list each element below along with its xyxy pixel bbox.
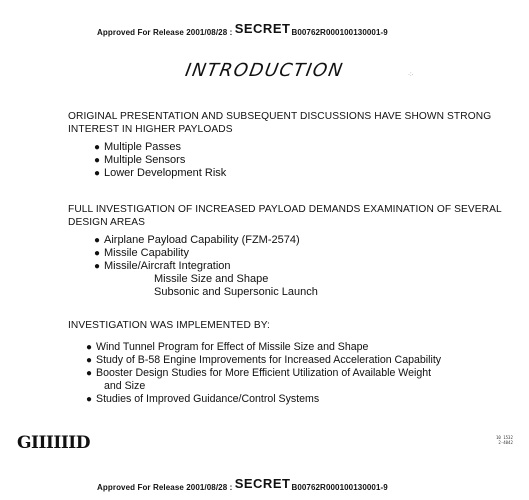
section-3-bullets <box>86 341 441 406</box>
list-item-continuation: and Size <box>104 380 146 392</box>
section-1-bullets <box>94 141 226 180</box>
list-item: ● Multiple Sensors <box>94 154 186 166</box>
bullet-icon: ● <box>94 168 101 179</box>
section-1 <box>68 111 491 136</box>
release-header <box>97 23 388 38</box>
sub-item: Subsonic and Supersonic Launch <box>154 286 318 298</box>
list-item: ● Missile Capability <box>94 247 189 259</box>
list-item: ● Multiple Passes <box>94 141 182 153</box>
bullet-icon: ● <box>94 235 101 246</box>
bullet-icon: ● <box>86 394 93 405</box>
release-prefix: Approved For Release 2001/08/28 : <box>97 28 233 37</box>
bullet-icon: ● <box>86 355 93 366</box>
classification-stamp: SECRET <box>234 21 291 36</box>
list-item: ● Airplane Payload Capability (FZM-2574) <box>94 234 300 246</box>
section-3-heading: INVESTIGATION WAS IMPLEMENTED BY: <box>68 320 270 331</box>
bullet-icon: ● <box>94 155 101 166</box>
section-1-heading: ORIGINAL PRESENTATION AND SUBSEQUENT DISCUSSIONS HAVE SHOWN STRONG <box>68 111 492 122</box>
section-2-bullets <box>94 234 318 299</box>
release-footer <box>97 478 388 493</box>
section-1-heading-cont: INTEREST IN HIGHER PAYLOADS <box>68 123 233 135</box>
page-mark: 10 1532 2-4042 <box>496 435 513 445</box>
list-item: ● Wind Tunnel Program for Effect of Missile Size and Shape <box>86 341 369 353</box>
list-item: ● Booster Design Studies for More Efficient Utilization of Available Weight <box>86 367 432 379</box>
document-id: B00762R000100130001-9 <box>291 483 388 492</box>
classification-stamp: SECRET <box>234 476 291 491</box>
bullet-icon: ● <box>86 368 93 379</box>
scan-speck: ·:· <box>408 72 414 78</box>
release-prefix: Approved For Release 2001/08/28 : <box>97 483 233 492</box>
bullet-icon: ● <box>94 261 101 272</box>
section-2-heading-cont: DESIGN AREAS <box>68 216 146 228</box>
sub-item: Missile Size and Shape <box>154 273 269 285</box>
section-2-heading: FULL INVESTIGATION OF INCREASED PAYLOAD DEMANDS EXAMINATION OF SEVERAL <box>68 204 502 215</box>
company-logo: GIIIIIID <box>17 433 90 453</box>
list-item: ● Missile/Aircraft Integration <box>94 260 231 272</box>
page-title: INTRODUCTION <box>183 60 346 81</box>
section-2 <box>68 204 502 229</box>
bullet-icon: ● <box>86 342 93 353</box>
list-item: ● Study of B-58 Engine Improvements for Increased Acceleration Capability <box>86 354 442 366</box>
list-item: ● Studies of Improved Guidance/Control Systems <box>86 393 320 405</box>
section-3 <box>68 320 270 333</box>
bullet-icon: ● <box>94 142 101 153</box>
bullet-icon: ● <box>94 248 101 259</box>
document-id: B00762R000100130001-9 <box>291 28 388 37</box>
list-item: ● Lower Development Risk <box>94 167 227 179</box>
